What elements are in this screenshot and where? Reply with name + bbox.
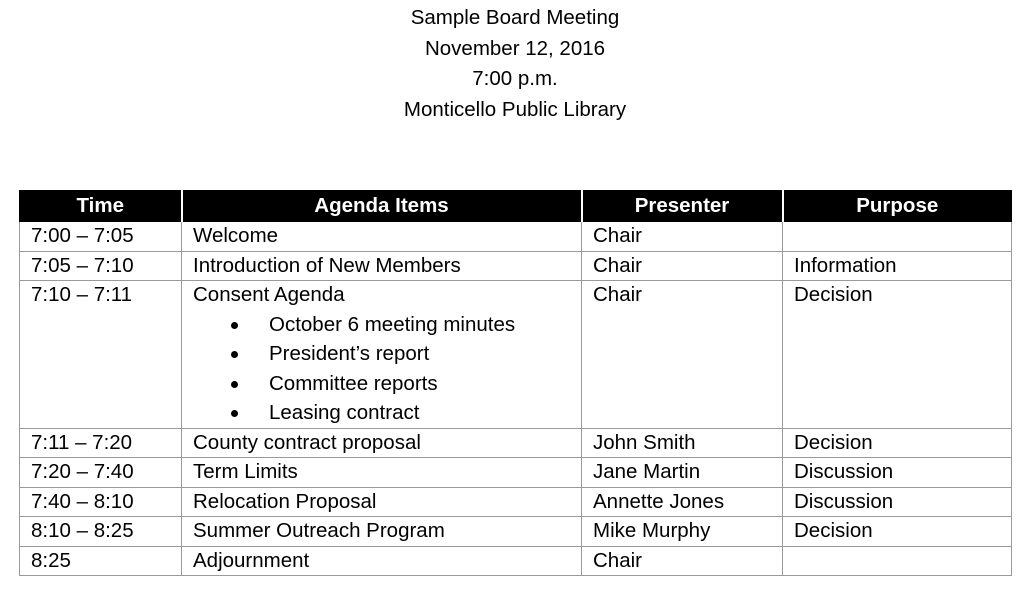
document-header xyxy=(0,3,1024,125)
list-item xyxy=(193,369,581,399)
bullet-icon xyxy=(231,351,238,358)
time-cell: 7:00 – 7:05 xyxy=(20,222,182,252)
presenter-cell: Annette Jones xyxy=(582,487,783,517)
agenda-item-cell: Term Limits xyxy=(182,458,582,488)
time-cell: 7:20 – 7:40 xyxy=(20,458,182,488)
table-header-row xyxy=(20,191,1012,222)
time-cell: 8:25 xyxy=(20,546,182,576)
table-row xyxy=(20,251,1012,281)
table-row xyxy=(20,546,1012,576)
presenter-cell: John Smith xyxy=(582,428,783,458)
agenda-item-cell: Adjournment xyxy=(182,546,582,576)
list-item-label: October 6 meeting minutes xyxy=(269,312,516,336)
presenter-cell: Jane Martin xyxy=(582,458,783,488)
purpose-cell xyxy=(783,222,1012,252)
time-cell: 8:10 – 8:25 xyxy=(20,517,182,547)
agenda-item-cell: Welcome xyxy=(182,222,582,252)
purpose-cell xyxy=(783,546,1012,576)
list-item xyxy=(193,339,581,369)
bullet-icon xyxy=(231,381,238,388)
agenda-item-cell: Introduction of New Members xyxy=(182,251,582,281)
meeting-date: November 12, 2016 xyxy=(424,36,606,60)
list-item xyxy=(193,310,581,340)
column-header-time: Time xyxy=(20,191,182,222)
agenda-item-cell: County contract proposal xyxy=(182,428,582,458)
purpose-cell: Decision xyxy=(783,428,1012,458)
time-cell: 7:40 – 8:10 xyxy=(20,487,182,517)
agenda-item-cell: Relocation Proposal xyxy=(182,487,582,517)
table-row xyxy=(20,222,1012,252)
time-cell: 7:10 – 7:11 xyxy=(20,281,182,429)
list-item-label: President’s report xyxy=(269,342,430,366)
table-row xyxy=(20,458,1012,488)
table-row xyxy=(20,517,1012,547)
presenter-cell: Mike Murphy xyxy=(582,517,783,547)
presenter-cell: Chair xyxy=(582,251,783,281)
list-item-label: Committee reports xyxy=(269,371,438,395)
column-header-purpose: Purpose xyxy=(783,191,1012,222)
purpose-cell: Discussion xyxy=(783,487,1012,517)
agenda-item-label: Consent Agenda xyxy=(193,283,345,306)
presenter-cell: Chair xyxy=(582,222,783,252)
time-cell: 7:11 – 7:20 xyxy=(20,428,182,458)
list-item-label: Leasing contract xyxy=(269,401,420,425)
agenda-item-cell xyxy=(182,281,582,429)
agenda-item-cell: Summer Outreach Program xyxy=(182,517,582,547)
table-row xyxy=(20,428,1012,458)
presenter-cell: Chair xyxy=(582,546,783,576)
column-header-presenter: Presenter xyxy=(582,191,783,222)
presenter-cell: Chair xyxy=(582,281,783,429)
consent-agenda-list xyxy=(193,310,581,428)
bullet-icon xyxy=(231,322,238,329)
bullet-icon xyxy=(231,410,238,417)
time-cell: 7:05 – 7:10 xyxy=(20,251,182,281)
purpose-cell: Information xyxy=(783,251,1012,281)
agenda-table xyxy=(19,190,1012,576)
table-row xyxy=(20,281,1012,429)
purpose-cell: Discussion xyxy=(783,458,1012,488)
meeting-time: 7:00 p.m. xyxy=(472,67,558,90)
purpose-cell: Decision xyxy=(783,517,1012,547)
list-item xyxy=(193,398,581,428)
meeting-title: Sample Board Meeting xyxy=(410,6,620,29)
meeting-location: Monticello Public Library xyxy=(403,97,627,121)
table-row xyxy=(20,487,1012,517)
purpose-cell: Decision xyxy=(783,281,1012,429)
column-header-agenda-items: Agenda Items xyxy=(182,191,582,222)
